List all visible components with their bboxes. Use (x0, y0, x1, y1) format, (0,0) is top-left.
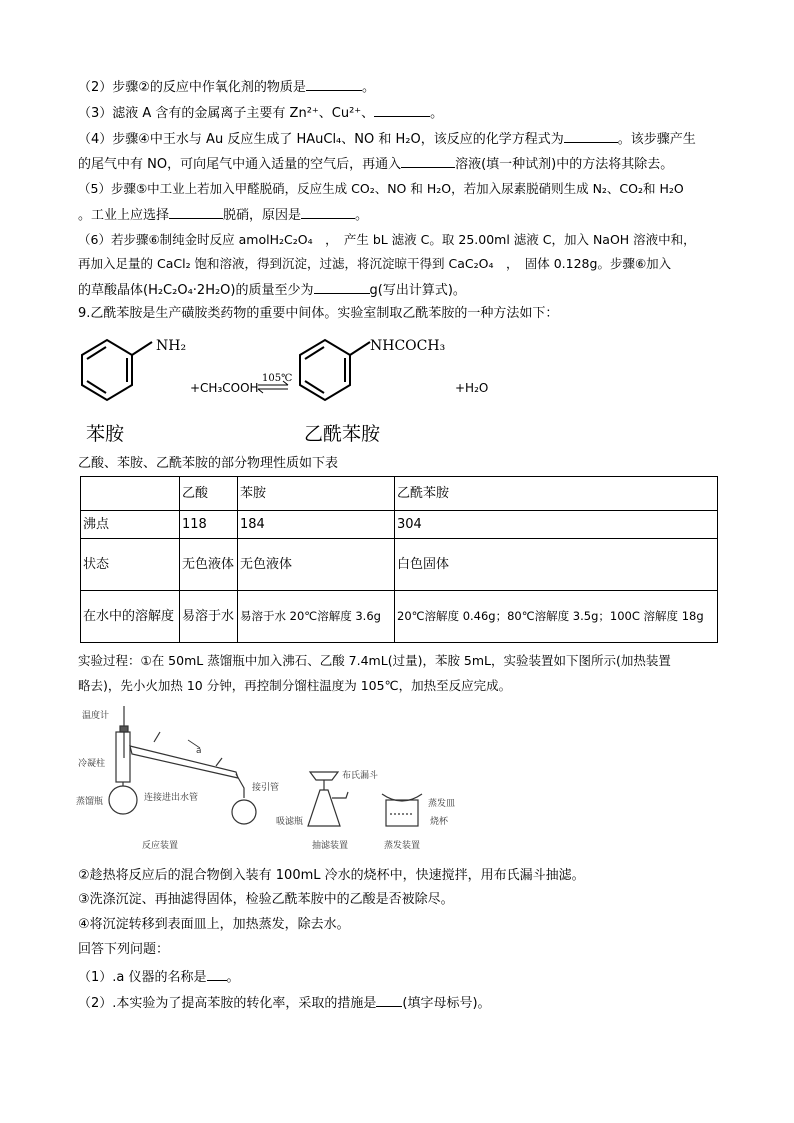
label-column: 冷凝柱 (78, 759, 106, 769)
label-suction-flask: 吸滤瓶 (276, 817, 304, 827)
question-1: （1）.a 仪器的名称是 。 (78, 966, 240, 988)
table-cell: 白色固体 (395, 539, 718, 591)
q8-part6-line2: 再加入足量的 CaCl₂ 饱和溶液，得到沉淀，过滤，将沉淀晾干得到 CaC₂O₄ ， 固体 0.128g。步骤⑥加入 (78, 256, 672, 271)
label-buchner-funnel: 布氏漏斗 (342, 771, 379, 781)
table-cell: 易溶于水 20℃溶解度 3.6g (238, 591, 395, 643)
water-product: +H₂O (455, 381, 489, 395)
q8-part4-line1: （4）步骤④中王水与 Au 反应生成了 HAuCl₄、NO 和 H₂O，该反应的化学方程式为 。该步骤产生 (78, 128, 696, 150)
aniline-name: 苯胺 (86, 423, 125, 445)
properties-table (80, 476, 718, 643)
condenser-tube-icon (130, 746, 238, 778)
question-2: （2）.本实验为了提高苯胺的转化率，采取的措施是 (填字母标号)。 (78, 992, 491, 1014)
apparatus-figure (76, 702, 476, 852)
procedure-step1-line1: 实验过程：①在 50mL 蒸馏瓶中加入沸石、乙酸 7.4mL(过量)，苯胺 5mL，实验装置如下图所示(加热装置 (78, 653, 671, 668)
table-cell: 20℃溶解度 0.46g；80℃溶解度 3.5g；100C 溶解度 18g (395, 591, 718, 643)
procedure-step4: ④将沉淀转移到表面皿上，加热蒸发，除去水。 (78, 917, 350, 932)
answer-blank[interactable] (306, 76, 362, 91)
table-row (81, 511, 718, 539)
table-cell: 沸点 (81, 511, 180, 539)
table-header-cell (81, 477, 180, 511)
nh2-group: NH₂ (156, 338, 187, 354)
label-beaker: 烧杯 (430, 817, 449, 827)
answer-heading: 回答下列问题： (78, 942, 170, 957)
table-cell: 184 (238, 511, 395, 539)
procedure-step1-line2: 略去)，先小火加热 10 分钟，再控制分馏柱温度为 105℃，加热至反应完成。 (78, 678, 512, 693)
table-cell: 无色液体 (180, 539, 238, 591)
answer-blank[interactable] (401, 153, 455, 168)
acetanilide-ring (300, 340, 370, 400)
reaction-condition: 105℃ (262, 373, 293, 384)
condenser-column-icon (116, 732, 130, 782)
table-header-cell: 苯胺 (238, 477, 395, 511)
label-water-tubes: 连接进出水管 (144, 793, 199, 803)
q8-part6-line3: 的草酸晶体(H₂C₂O₄·2H₂O)的质量至少为 g(写出计算式)。 (78, 279, 466, 301)
procedure-step3: ③洗涤沉淀、再抽滤得固体，检验乙酰苯胺中的乙酸是否被除尽。 (78, 892, 454, 907)
answer-blank[interactable] (374, 102, 430, 117)
nhcoch3-group: NHCOCH₃ (370, 338, 446, 354)
label-adapter: 接引管 (252, 783, 280, 793)
q8-part4-line2: 的尾气中有 NO，可向尾气中通入适量的空气后，再通入 溶液(填一种试剂)中的方法将其除去。 (78, 153, 673, 175)
q8-part2: （2）步骤②的反应中作氧化剂的物质是 。 (78, 76, 375, 98)
label-filtration-setup: 抽滤装置 (312, 841, 349, 851)
acetanilide-name: 乙酰苯胺 (304, 423, 381, 445)
table-cell: 118 (180, 511, 238, 539)
q8-part6-line1: （6）若步骤⑥制纯金时反应 amolH₂C₂O₄ ， 产生 bL 滤液 C。取 25.00ml 滤液 C，加入 NaOH 溶液中和， (78, 232, 696, 247)
table-cell: 304 (395, 511, 718, 539)
label-a: a (196, 746, 202, 756)
table-row (81, 477, 718, 511)
aniline-ring (82, 340, 152, 400)
q8-part5-line2: 。工业上应选择 脱硝，原因是 。 (78, 204, 368, 226)
label-evaporation-setup: 蒸发装置 (384, 841, 421, 851)
q9-intro: 9.乙酰苯胺是生产磺胺类药物的重要中间体。实验室制取乙酰苯胺的一种方法如下： (78, 306, 559, 321)
receiver-flask-icon (232, 800, 256, 824)
evaporation-icon (382, 794, 422, 826)
table-row (81, 591, 718, 643)
q8-part5-line1: （5）步骤⑤中工业上若加入甲醛脱硝，反应生成 CO₂、NO 和 H₂O，若加入尿素脱硝则生成 N₂、CO₂和 H₂O (78, 181, 684, 196)
answer-blank[interactable] (376, 992, 402, 1007)
table-caption: 乙酸、苯胺、乙酰苯胺的部分物理性质如下表 (78, 456, 339, 471)
table-cell: 易溶于水 (180, 591, 238, 643)
label-evaporating-dish: 蒸发皿 (428, 799, 456, 809)
label-flask: 蒸馏瓶 (76, 797, 104, 807)
table-cell: 无色液体 (238, 539, 395, 591)
procedure-step2: ②趁热将反应后的混合物倒入装有 100mL 冷水的烧杯中，快速搅拌，用布氏漏斗抽滤。 (78, 868, 585, 883)
answer-blank[interactable] (169, 204, 223, 219)
label-thermometer: 温度计 (82, 711, 110, 721)
answer-blank[interactable] (564, 128, 618, 143)
label-reaction-setup: 反应装置 (142, 841, 179, 851)
table-cell: 在水中的溶解度 (81, 591, 180, 643)
distilling-flask-icon (109, 786, 137, 814)
q8-part3: （3）滤液 A 含有的金属离子主要有 Zn²⁺、Cu²⁺、 。 (78, 102, 443, 124)
answer-blank[interactable] (314, 279, 370, 294)
table-header-cell: 乙酸 (180, 477, 238, 511)
answer-blank[interactable] (207, 966, 227, 981)
table-header-cell: 乙酰苯胺 (395, 477, 718, 511)
answer-blank[interactable] (301, 204, 355, 219)
acetic-acid-reagent: +CH₃COOH (190, 381, 259, 395)
table-cell: 状态 (81, 539, 180, 591)
table-row (81, 539, 718, 591)
